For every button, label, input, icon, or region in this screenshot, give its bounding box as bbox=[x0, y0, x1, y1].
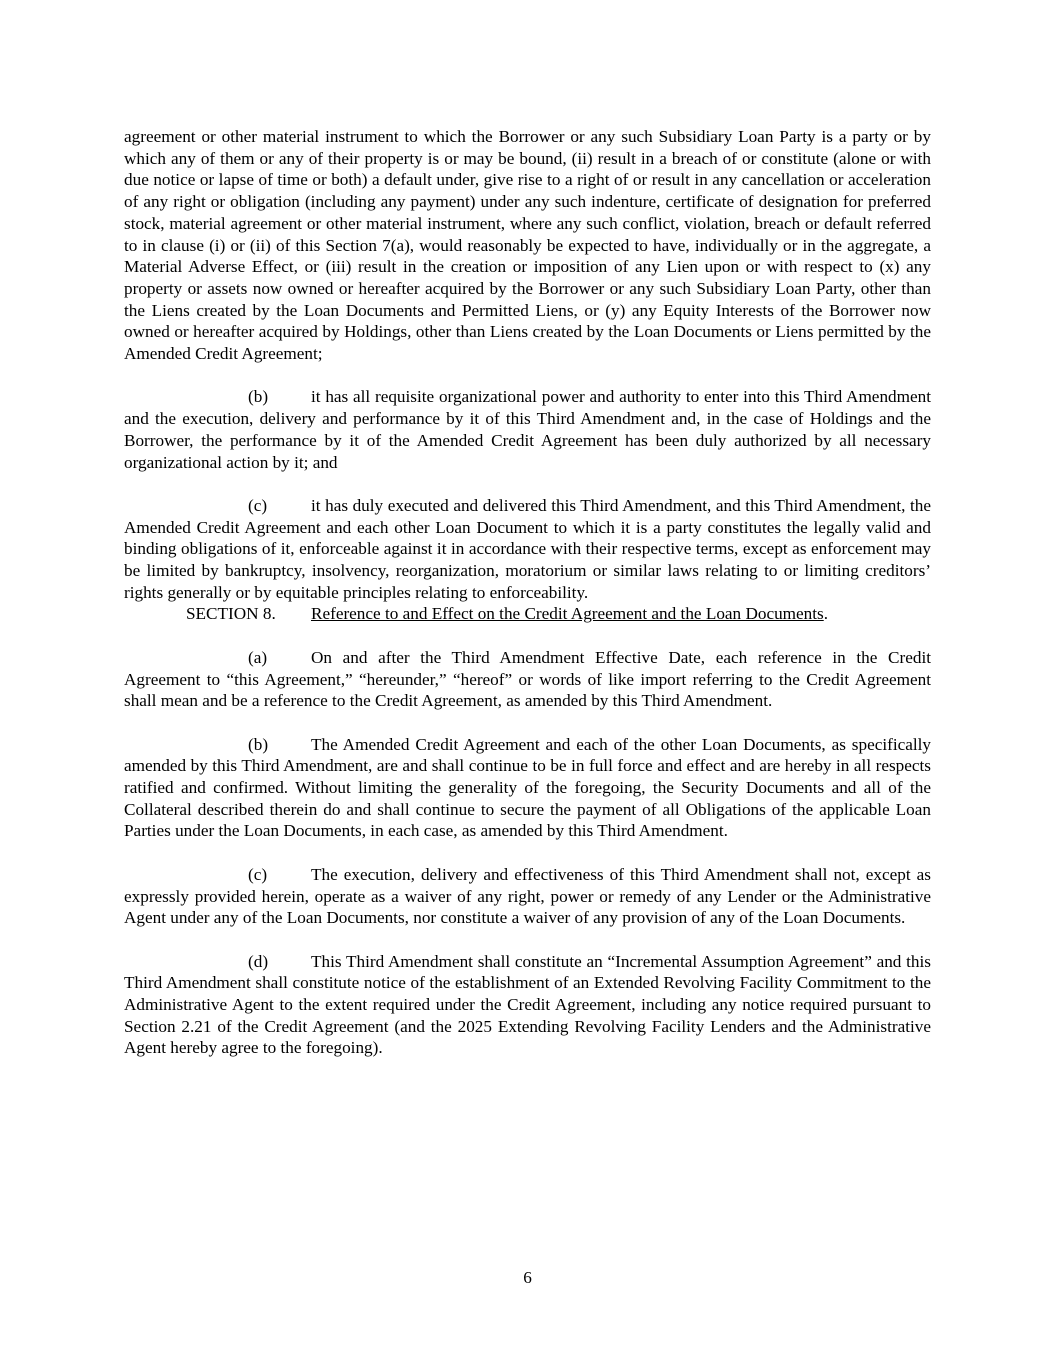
item-text: The Amended Credit Agreement and each of the other Loan Documents, as specifically amended by this Third Amendment, are and shall continue to be in full force and effect and are hereby in all respects ratified and confirmed. Without limiting the generality of the foregoing, the Security Documents and all of the Collateral described therein do and shall continue to secure the payment of all Obligations of the applicable Loan Parties under the Loan Documents, in each case, as amended by this Third Amendment. bbox=[124, 734, 931, 841]
item-label: (b) bbox=[248, 734, 269, 754]
section-title: Reference to and Effect on the Credit Agreement and the Loan Documents bbox=[311, 604, 824, 624]
section7-item-c bbox=[124, 495, 931, 604]
item-label: (c) bbox=[248, 864, 268, 884]
item-text: On and after the Third Amendment Effective Date, each reference in the Credit Agreement to “this Agreement,” “hereunder,” “hereof” or words of like import referring to the Credit Agreement shall mean and be a reference to the Credit Agreement, as amended by this Third Amendment. bbox=[124, 647, 931, 711]
section8-item-a bbox=[124, 647, 931, 712]
section8-heading bbox=[124, 603, 931, 625]
section7-item-b bbox=[124, 386, 931, 473]
section8-item-c bbox=[124, 864, 931, 929]
section-number: SECTION 8. bbox=[186, 604, 276, 624]
paragraph-continuation: agreement or other material instrument to which the Borrower or any such Subsidiary Loan Party is a party or by which any of them or any of their property is or may be bound, (ii) result in a breach of or constitute (alone or with due notice or lapse of time or both) a default under, give rise to a right of or result in any cancellation or acceleration of any right or obligation (including any payment) under any such indenture, certificate of designation for preferred stock, material agreement or other material instrument, where any such conflict, violation, breach or default referred to in clause (i) or (ii) of this Section 7(a), would reasonably be expected to have, individually or in the aggregate, a Material Adverse Effect, or (iii) result in the creation or imposition of any Lien upon or with respect to (x) any property or assets now owned or hereafter acquired by the Borrower or any such Subsidiary Loan Party, other than the Liens created by the Loan Documents and Permitted Liens, or (y) any Equity Interests of the Borrower now owned or hereafter acquired by Holdings, other than Liens created by the Loan Documents or Liens permitted by the Amended Credit Agreement; bbox=[124, 127, 931, 364]
item-label: (a) bbox=[248, 647, 268, 667]
item-label: (c) bbox=[248, 495, 268, 515]
item-label: (d) bbox=[248, 951, 269, 971]
document-body bbox=[124, 126, 931, 1059]
section8-item-b bbox=[124, 734, 931, 843]
section-title-end: . bbox=[823, 604, 829, 624]
item-label: (b) bbox=[248, 387, 269, 407]
page-number: 6 bbox=[523, 1268, 532, 1287]
section8-item-d bbox=[124, 951, 931, 1060]
item-text: The execution, delivery and effectiveness of this Third Amendment shall not, except as expressly provided herein, operate as a waiver of any right, power or remedy of any Lender or the Administrative Agent under any of the Loan Documents, nor constitute a waiver of any provision of any of the Loan Documents. bbox=[124, 864, 931, 928]
item-text: This Third Amendment shall constitute an “Incremental Assumption Agreement” and this Third Amendment shall constitute notice of the establishment of an Extended Revolving Facility Commitment to the Administrative Agent to the extent required under the Credit Agreement, including any notice required pursuant to Section 2.21 of the Credit Agreement (and the 2025 Extending Revolving Facility Lenders and the Administrative Agent hereby agree to the foregoing). bbox=[124, 951, 931, 1058]
item-text: it has duly executed and delivered this Third Amendment, and this Third Amendment, the Amended Credit Agreement and each other Loan Document to which it is a party constitutes the legally valid and binding obligations of it, enforceable against it in accordance with their respective terms, except as enforcement may be limited by bankruptcy, insolvency, reorganization, moratorium or similar laws relating to or limiting creditors’ rights generally or by equitable principles relating to enforceability. bbox=[124, 495, 931, 602]
item-text: it has all requisite organizational power and authority to enter into this Third Amendment and the execution, delivery and performance by it of this Third Amendment and, in the case of Holdings and the Borrower, the performance by it of the Amended Credit Agreement has been duly authorized by all necessary organizational action by it; and bbox=[124, 387, 931, 472]
